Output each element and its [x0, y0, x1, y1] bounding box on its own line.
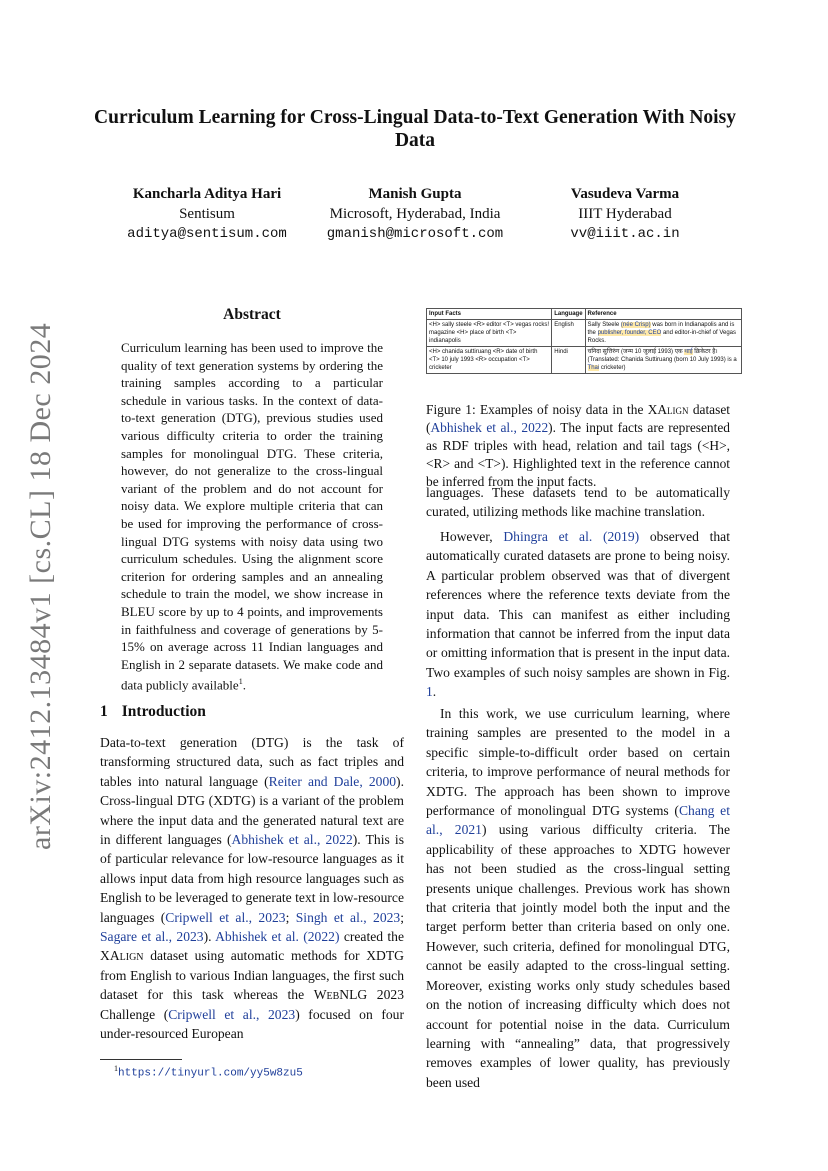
right-paragraph-3: In this work, we use curriculum learning, where training samples are presented to the model in a specific simple-to-difficult order based on certain criteria, to improve performance of neural methods for XDTG. The approach has been shown to improve performance of monolingual DTG systems (Chang et al., 2021) using various difficulty criteria. The applicability of these approaches to XDTG however has not been studied as the cross-lingual setting presents unique challenges. Previous work has shown that criteria that jointly model both the input and the target perform better than criteria based on only one. However, such criteria, defined for monolingual DTG, cannot be easily adapted to the cross-lingual setting. Moreover, existing works only study schedules based on the notion of increasing difficulty which does not account for potential noise in the data. Curriculum learning with “annealing” data, that progressively removes examples of lower quality, has previously been used [426, 706, 730, 1090]
right-paragraph-1: languages. These datasets tend to be automatically curated, utilizing methods like machine translation. [426, 485, 730, 520]
author-affiliation: Sentisum [179, 206, 235, 222]
table-cell-facts: <H> sally steele <R> editor <T> vegas rocks! magazine <H> place of birth <T> indianapolis [427, 320, 552, 347]
citation-link[interactable]: Cripwell et al., 2023 [165, 909, 286, 925]
section-heading-introduction: 1 Introduction [100, 703, 206, 720]
figure-1-caption: Figure 1: Examples of noisy data in the XAlign dataset (Abhishek et al., 2022). The input facts are represented as RDF triples with head, relation and tail tags (<H>, <R> and <T>). Highlighted text in the reference cannot be inferred from the input facts. [426, 402, 730, 489]
author-2 [305, 184, 525, 244]
table-cell-reference: चनिदा सुत्तिरुंग (जन्म 10 जुलाई 1993) एक थाई क्रिकेटर है। (Translated: Chanida Suttiruang (born 10 July 1993) is a Thai cricketer) [585, 347, 741, 374]
highlighted-text: publisher, founder, CEO [597, 330, 662, 336]
author-1 [112, 184, 302, 244]
author-name: Kancharla Aditya Hari [132, 186, 282, 202]
author-3 [530, 184, 720, 244]
author-name: Vasudeva Varma [570, 186, 680, 202]
table-cell-reference: Sally Steele (née Crisp) was born in Indianapolis and is the publisher, founder, CEO and editor-in-chief of Vegas Rocks. [585, 320, 741, 347]
footnote: $^1$https://tinyurl.com/yy5w8zu5 [114, 1064, 303, 1080]
abstract-heading: Abstract [223, 306, 281, 323]
table-cell-language: English [552, 320, 585, 347]
citation-link[interactable]: Chang et al., 2021 [426, 803, 730, 838]
author-affiliation: IIIT Hyderabad [578, 206, 672, 222]
citation-link[interactable]: 1 [426, 684, 433, 700]
figure-1-table [426, 308, 742, 374]
citation-link[interactable]: Abhishek et al., 2022 [430, 420, 549, 436]
citation-link[interactable]: Abhishek et al., 2022 [231, 832, 353, 848]
intro-paragraph-1: Data-to-text generation (DTG) is the task of transforming structured data, such as fact triples and tables into natural language (Reiter and Dale, 2000). Cross-lingual DTG (XDTG) is a variant of the problem where the input data and the generated natural text are in different languages (Abhishek et al., 2022). This is of particular relevance for low-resource languages as it allows input data from high resource languages such as English to be leveraged to generate text in low-resource languages (Cripwell et al., 2023; Singh et al., 2023; Sagare et al., 2023). Abhishek et al. (2022) created the XAlign dataset using automatic methods for XDTG from English to various Indian languages, the first such dataset for this task whereas the WebNLG 2023 Challenge (Cripwell et al., 2023) focused on four under-resourced European [100, 735, 405, 1042]
highlighted-text: थाई [684, 349, 693, 355]
abstract-text: Curriculum learning has been used to improve the quality of text generation systems by ordering the training samples according to a particular schedule in various tasks. In the context of data-to-text generation (DTG), previous studies used various difficulty criteria to order the training samples for monolingual DTG. These criteria, however, do not generalize to the cross-lingual variant of the problem and do not account for noisy data. We explore multiple criteria that can be used for improving the performance of cross-lingual DTG systems with noisy data using two curriculum schedules. Using the alignment score criterion for ordering samples and an annealing schedule to train the model, we show increase in BLEU score by up to 4 points, and improvements in faithfulness and coverage of generations by 5-15% on average across 11 Indian languages and English in 2 separate datasets. We make code and data publicly available$^1$. [121, 340, 383, 693]
table-row [427, 320, 742, 347]
footnote-mark[interactable]: 1 [238, 677, 243, 687]
citation-link[interactable]: Singh et al., 2023 [295, 909, 401, 925]
author-name: Manish Gupta [368, 186, 462, 202]
author-email: vv@iiit.ac.in [570, 226, 680, 242]
citation-link[interactable]: Sagare et al., 2023 [100, 929, 204, 945]
table-header: Language [552, 309, 585, 320]
footnote-url-link[interactable]: https://tinyurl.com/yy5w8zu5 [118, 1067, 303, 1080]
citation-link[interactable]: Dhingra et al. (2019) [503, 529, 640, 544]
highlighted-text: Thai [587, 365, 600, 371]
citation-link[interactable]: Cripwell et al., 2023 [168, 1006, 296, 1022]
footnote-divider [100, 1059, 182, 1060]
right-paragraph-2: However, Dhingra et al. (2019) observed that automatically curated datasets are prone to being noisy. A particular problem observed was that of divergent references where the reference texts deviate from the input data. This can manifest as either including information that cannot be inferred from the input data or omitting information that is present in the input data. Two examples of such noisy samples are shown in Fig. 1. [426, 529, 730, 700]
dataset-name: WebNLG [313, 987, 368, 1003]
author-affiliation: Microsoft, Hyderabad, India [329, 206, 501, 222]
author-email: gmanish@microsoft.com [326, 226, 504, 242]
citation-link[interactable]: Reiter and Dale, 2000 [268, 773, 397, 789]
dataset-name: XAlign [100, 948, 144, 964]
arxiv-stamp: arXiv:2412.13484v1 [cs.CL] 18 Dec 2024 [24, 322, 57, 850]
dataset-name: XAlign [647, 402, 689, 418]
table-header: Input Facts [427, 309, 552, 320]
paper-title: Curriculum Learning for Cross-Lingual Data-to-Text Generation With Noisy Data [94, 107, 736, 151]
citation-link[interactable]: Abhishek et al. (2022) [215, 929, 340, 945]
table-header: Reference [585, 309, 741, 320]
highlighted-text: (née Crisp) [620, 322, 651, 328]
table-row [427, 347, 742, 374]
table-cell-facts: <H> chanida suttiruang <R> date of birth <T> 10 july 1993 <R> occupation <T> cricketer [427, 347, 552, 374]
table-cell-language: Hindi [552, 347, 585, 374]
author-email: aditya@sentisum.com [127, 226, 287, 242]
